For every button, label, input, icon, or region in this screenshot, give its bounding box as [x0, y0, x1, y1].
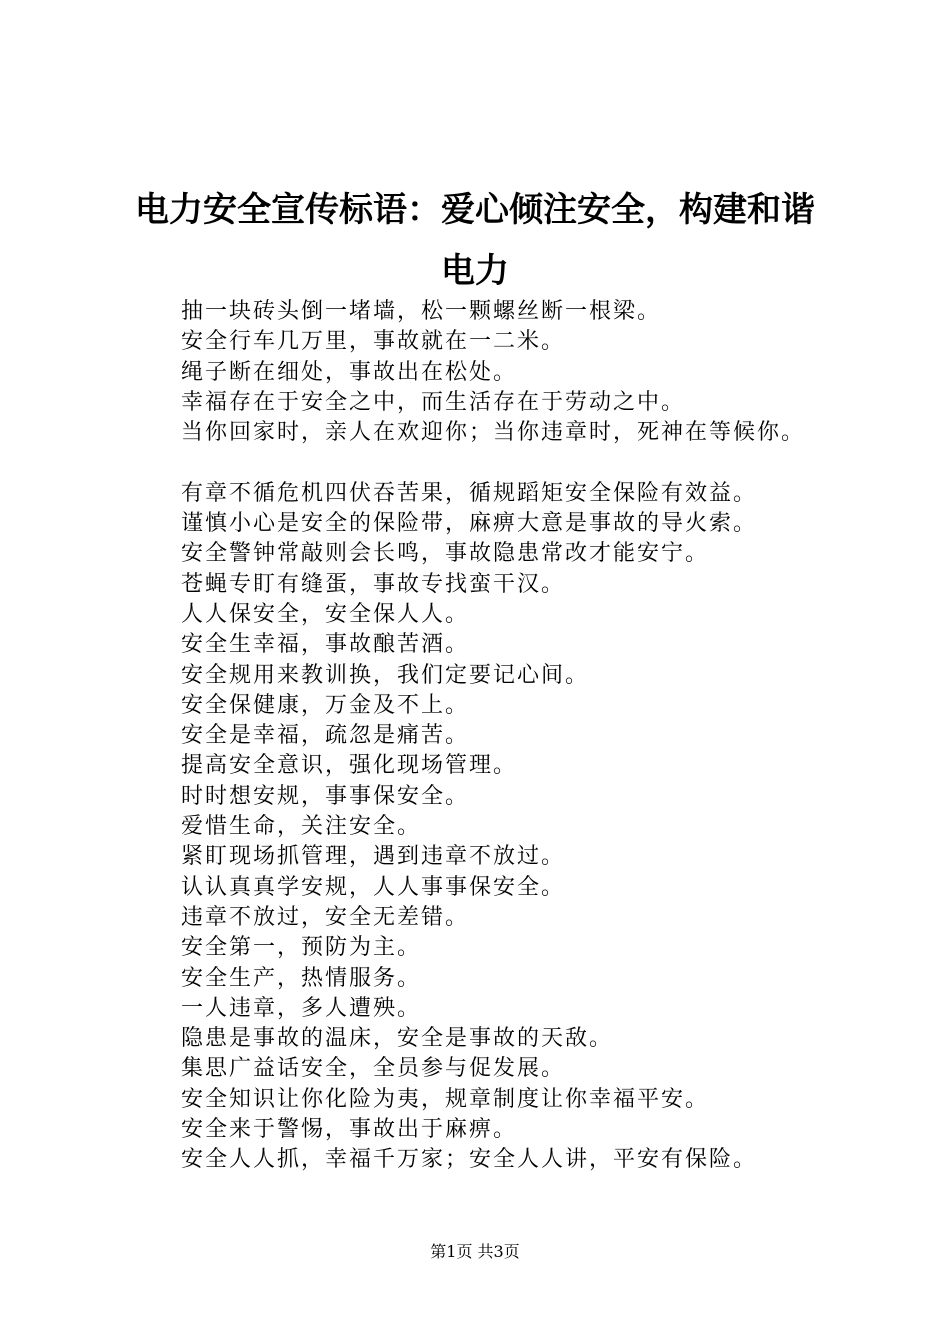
slogan-line: 一人违章，多人遭殃。 [181, 995, 422, 1021]
slogan-line: 人人保安全，安全保人人。 [181, 601, 470, 627]
document-title-line-2: 电力 [441, 251, 509, 291]
slogan-line: 安全知识让你化险为夷，规章制度让你幸福平安。 [181, 1086, 710, 1112]
slogan-line: 爱惜生命，关注安全。 [181, 814, 422, 840]
slogan-line: 有章不循危机四伏吞苦果，循规蹈矩安全保险有效益。 [181, 480, 758, 506]
slogan-line: 安全规用来教训换，我们定要记心间。 [181, 662, 590, 688]
slogan-line: 安全生产，热情服务。 [181, 965, 422, 991]
blank-line [181, 448, 805, 478]
slogan-line: 安全第一，预防为主。 [181, 935, 422, 961]
slogan-line: 安全保健康，万金及不上。 [181, 692, 470, 718]
slogan-line: 幸福存在于安全之中，而生活存在于劳动之中。 [181, 389, 686, 415]
slogan-line: 隐患是事故的温床，安全是事故的天敌。 [181, 1026, 614, 1052]
slogan-line: 安全来于警惕，事故出于麻痹。 [181, 1117, 518, 1143]
slogan-line: 紧盯现场抓管理，遇到违章不放过。 [181, 844, 566, 870]
slogan-line: 苍蝇专盯有缝蛋，事故专找蛮干汉。 [181, 571, 566, 597]
slogan-line: 安全生幸福，事故酿苦酒。 [181, 632, 470, 658]
slogan-line: 认认真真学安规，人人事事保安全。 [181, 874, 566, 900]
slogan-line: 当你回家时，亲人在欢迎你；当你违章时，死神在等候你。 [181, 420, 806, 446]
slogan-line: 谨慎小心是安全的保险带，麻痹大意是事故的导火索。 [181, 511, 758, 537]
slogan-line: 时时想安规，事事保安全。 [181, 783, 470, 809]
slogan-line: 安全警钟常敲则会长鸣，事故隐患常改才能安宁。 [181, 541, 710, 567]
slogan-line: 集思广益话安全，全员参与促发展。 [181, 1056, 566, 1082]
slogan-line: 违章不放过，安全无差错。 [181, 904, 470, 930]
slogan-line: 安全是幸福，疏忽是痛苦。 [181, 723, 470, 749]
slogan-line: 安全行车几万里，事故就在一二米。 [181, 329, 566, 355]
page-footer: 第1页 共3页 [430, 1242, 520, 1261]
slogan-line: 提高安全意识，强化现场管理。 [181, 753, 518, 779]
slogan-line: 绳子断在细处，事故出在松处。 [181, 359, 518, 385]
slogan-line: 抽一块砖头倒一堵墙，松一颗螺丝断一根梁。 [181, 299, 662, 324]
slogan-line: 安全人人抓，幸福千万家；安全人人讲，平安有保险。 [181, 1147, 758, 1173]
slogan-list [181, 297, 805, 1176]
document-title-line-1: 电力安全宣传标语：爱心倾注安全，构建和谐 [135, 190, 815, 230]
